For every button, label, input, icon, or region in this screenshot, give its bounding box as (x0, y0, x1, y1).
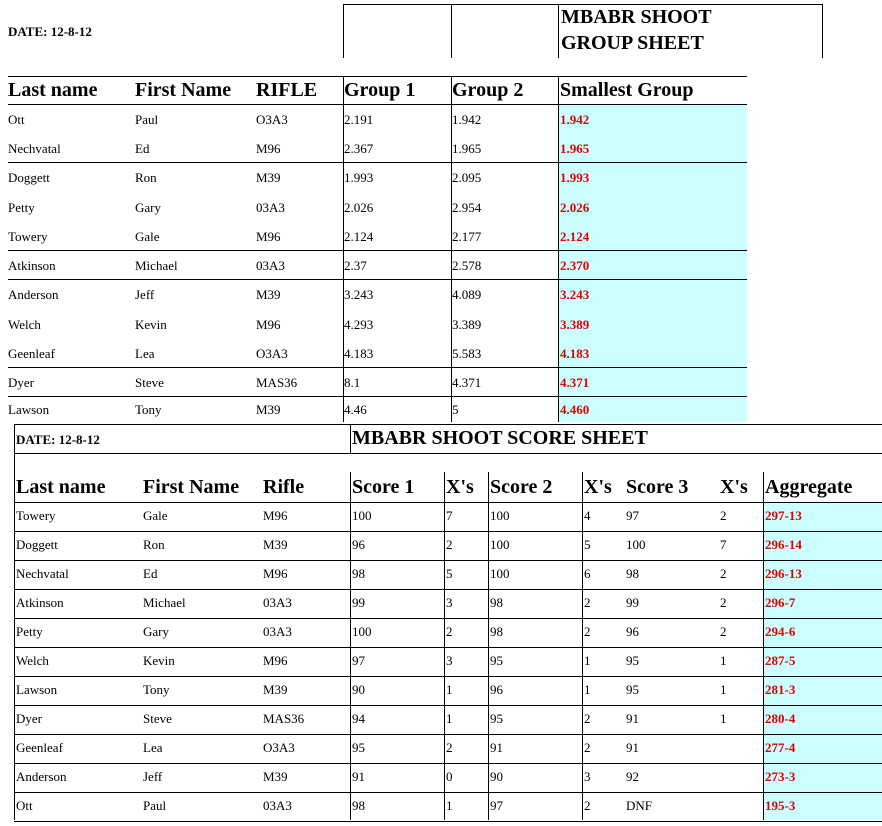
score-cell-xs-3: 2 (720, 624, 727, 639)
score-cell-xs-2: 4 (584, 508, 591, 523)
score-cell-xs-1: 1 (446, 798, 453, 813)
score-cell-score-1: 98 (352, 798, 365, 813)
score-cell-score-3: 91 (626, 740, 639, 755)
score-cell-score-2: 91 (490, 740, 503, 755)
score-cell-rifle: MAS36 (263, 711, 305, 726)
group-cell-rifle: O3A3 (256, 112, 288, 127)
score-cell-last-name: Dyer (16, 711, 42, 726)
score-cell-rifle: M39 (263, 682, 288, 697)
score-header-score-2: Score 2 (490, 476, 553, 498)
group-cell-first-name: Michael (135, 258, 178, 273)
group-cell-group-2: 2.578 (452, 258, 482, 273)
score-cell-score-3: 97 (626, 508, 639, 523)
score-cell-first-name: Ed (143, 566, 158, 581)
score-cell-aggregate: 195-3 (765, 798, 796, 813)
score-cell-score-2: 95 (490, 653, 503, 668)
group-cell-first-name: Steve (135, 375, 164, 390)
score-cell-score-1: 94 (352, 711, 365, 726)
group-cell-group-2: 2.954 (452, 200, 482, 215)
group-cell-group-1: 2.026 (344, 200, 374, 215)
score-cell-last-name: Doggett (16, 537, 58, 552)
group-cell-first-name: Lea (135, 346, 155, 361)
score-cell-xs-1: 5 (446, 566, 453, 581)
score-cell-rifle: M96 (263, 508, 288, 523)
score-cell-last-name: Geenleaf (16, 740, 63, 755)
score-cell-last-name: Lawson (16, 682, 58, 697)
score-cell-xs-1: 1 (446, 682, 453, 697)
group-cell-group-2: 2.095 (452, 170, 482, 185)
group-cell-smallest-group: 2.026 (560, 200, 590, 215)
score-cell-score-3: 98 (626, 566, 639, 581)
score-header-rifle: Rifle (263, 476, 305, 498)
group-cell-smallest-group: 3.243 (560, 287, 590, 302)
group-cell-smallest-group: 3.389 (560, 317, 590, 332)
score-cell-xs-2: 2 (584, 624, 591, 639)
score-cell-aggregate: 280-4 (765, 711, 796, 726)
score-cell-last-name: Anderson (16, 769, 67, 784)
score-cell-last-name: Atkinson (16, 595, 64, 610)
score-cell-xs-3: 7 (720, 537, 727, 552)
score-header-score-3: Score 3 (626, 476, 689, 498)
group-cell-first-name: Ed (135, 141, 150, 156)
group-cell-last-name: Petty (8, 200, 35, 215)
score-sheet-date: DATE: 12-8-12 (16, 432, 100, 447)
group-cell-group-1: 8.1 (344, 375, 361, 390)
group-cell-rifle: M39 (256, 402, 281, 417)
score-cell-aggregate: 294-6 (765, 624, 796, 639)
group-cell-group-2: 4.089 (452, 287, 482, 302)
group-cell-smallest-group: 4.371 (560, 375, 590, 390)
score-cell-aggregate: 287-5 (765, 653, 796, 668)
group-cell-rifle: MAS36 (256, 375, 298, 390)
group-cell-first-name: Gary (135, 200, 161, 215)
score-cell-xs-2: 2 (584, 711, 591, 726)
score-cell-score-1: 95 (352, 740, 365, 755)
score-cell-first-name: Gary (143, 624, 169, 639)
score-cell-xs-2: 1 (584, 682, 591, 697)
group-cell-group-1: 2.191 (344, 112, 374, 127)
score-cell-aggregate: 281-3 (765, 682, 796, 697)
group-cell-last-name: Ott (8, 112, 25, 127)
score-cell-rifle: 03A3 (263, 595, 292, 610)
score-cell-score-1: 100 (352, 624, 372, 639)
score-cell-rifle: M39 (263, 769, 288, 784)
group-cell-rifle: M96 (256, 317, 281, 332)
score-cell-score-1: 99 (352, 595, 365, 610)
score-cell-xs-1: 3 (446, 595, 453, 610)
score-cell-xs-1: 7 (446, 508, 453, 523)
group-cell-rifle: 03A3 (256, 258, 285, 273)
group-header-last-name: Last name (8, 79, 98, 101)
score-cell-last-name: Welch (16, 653, 49, 668)
score-cell-first-name: Steve (143, 711, 172, 726)
group-cell-smallest-group: 1.993 (560, 170, 590, 185)
group-cell-smallest-group: 1.942 (560, 112, 590, 127)
score-cell-xs-3: 2 (720, 566, 727, 581)
group-cell-smallest-group: 2.124 (560, 229, 590, 244)
score-cell-xs-3: 2 (720, 508, 727, 523)
group-cell-group-1: 3.243 (344, 287, 374, 302)
score-cell-xs-1: 1 (446, 711, 453, 726)
score-cell-score-3: 95 (626, 653, 639, 668)
group-cell-rifle: M39 (256, 287, 281, 302)
group-cell-rifle: O3A3 (256, 346, 288, 361)
score-cell-xs-2: 6 (584, 566, 591, 581)
score-cell-xs-3: 1 (720, 682, 727, 697)
score-cell-score-3: 96 (626, 624, 639, 639)
group-cell-smallest-group: 1.965 (560, 141, 590, 156)
score-cell-xs-2: 5 (584, 537, 591, 552)
score-cell-score-2: 98 (490, 595, 503, 610)
score-cell-score-2: 100 (490, 566, 510, 581)
group-cell-last-name: Welch (8, 317, 41, 332)
group-cell-rifle: M96 (256, 141, 281, 156)
score-cell-score-1: 90 (352, 682, 365, 697)
score-cell-first-name: Jeff (143, 769, 163, 784)
score-cell-score-1: 97 (352, 653, 365, 668)
score-cell-first-name: Gale (143, 508, 168, 523)
group-header-smallest-group: Smallest Group (560, 79, 694, 101)
score-cell-aggregate: 277-4 (765, 740, 796, 755)
group-cell-rifle: M39 (256, 170, 281, 185)
score-cell-xs-2: 2 (584, 740, 591, 755)
score-cell-xs-3: 1 (720, 711, 727, 726)
group-cell-first-name: Paul (135, 112, 159, 127)
group-header-group-1: Group 1 (344, 79, 416, 101)
group-cell-smallest-group: 4.460 (560, 402, 590, 417)
score-cell-first-name: Tony (143, 682, 170, 697)
group-sheet-title-line2: GROUP SHEET (561, 32, 704, 54)
score-cell-score-2: 90 (490, 769, 503, 784)
group-cell-rifle: 03A3 (256, 200, 285, 215)
group-cell-group-2: 1.965 (452, 141, 482, 156)
score-header-aggregate: Aggregate (765, 476, 853, 498)
group-cell-group-2: 5.583 (452, 346, 482, 361)
score-cell-rifle: 03A3 (263, 798, 292, 813)
score-sheet-title: MBABR SHOOT SCORE SHEET (352, 427, 648, 449)
score-header-xs-1: X's (446, 476, 474, 498)
score-header-first-name: First Name (143, 476, 240, 498)
score-cell-score-2: 98 (490, 624, 503, 639)
score-cell-score-2: 100 (490, 537, 510, 552)
score-cell-score-3: 100 (626, 537, 646, 552)
score-header-score-1: Score 1 (352, 476, 415, 498)
score-cell-score-3: 95 (626, 682, 639, 697)
group-sheet-title-line1: MBABR SHOOT (561, 6, 712, 28)
score-cell-score-2: 97 (490, 798, 503, 813)
score-cell-xs-3: 2 (720, 595, 727, 610)
group-cell-first-name: Gale (135, 229, 160, 244)
group-cell-group-1: 2.124 (344, 229, 374, 244)
group-cell-group-2: 2.177 (452, 229, 482, 244)
score-cell-score-3: 92 (626, 769, 639, 784)
group-cell-group-1: 4.293 (344, 317, 374, 332)
score-cell-rifle: M96 (263, 566, 288, 581)
score-cell-xs-1: 2 (446, 624, 453, 639)
score-cell-score-3: 91 (626, 711, 639, 726)
group-cell-first-name: Jeff (135, 287, 155, 302)
score-cell-first-name: Lea (143, 740, 163, 755)
group-cell-group-1: 4.46 (344, 402, 367, 417)
score-cell-last-name: Ott (16, 798, 33, 813)
score-sheet (0, 422, 882, 826)
score-cell-score-1: 100 (352, 508, 372, 523)
score-cell-rifle: O3A3 (263, 740, 295, 755)
group-cell-last-name: Lawson (8, 402, 50, 417)
score-cell-xs-1: 2 (446, 537, 453, 552)
group-cell-group-2: 1.942 (452, 112, 482, 127)
group-cell-group-1: 2.37 (344, 258, 367, 273)
score-header-xs-2: X's (584, 476, 612, 498)
group-sheet-date: DATE: 12-8-12 (8, 24, 92, 39)
score-cell-xs-1: 0 (446, 769, 453, 784)
score-cell-last-name: Towery (16, 508, 56, 523)
score-cell-rifle: 03A3 (263, 624, 292, 639)
score-cell-first-name: Michael (143, 595, 186, 610)
group-header-first-name: First Name (135, 79, 232, 101)
score-cell-score-2: 96 (490, 682, 503, 697)
score-cell-xs-2: 1 (584, 653, 591, 668)
group-cell-smallest-group: 4.183 (560, 346, 590, 361)
score-cell-xs-1: 3 (446, 653, 453, 668)
score-cell-xs-2: 3 (584, 769, 591, 784)
group-cell-first-name: Ron (135, 170, 157, 185)
score-cell-xs-2: 2 (584, 595, 591, 610)
score-cell-last-name: Nechvatal (16, 566, 69, 581)
score-cell-score-1: 96 (352, 537, 365, 552)
score-cell-aggregate: 273-3 (765, 769, 796, 784)
group-cell-rifle: M96 (256, 229, 281, 244)
group-cell-last-name: Atkinson (8, 258, 56, 273)
score-cell-score-2: 95 (490, 711, 503, 726)
group-cell-group-1: 4.183 (344, 346, 374, 361)
group-cell-first-name: Kevin (135, 317, 167, 332)
group-cell-first-name: Tony (135, 402, 162, 417)
score-cell-aggregate: 296-13 (765, 566, 802, 581)
score-cell-score-1: 91 (352, 769, 365, 784)
score-cell-xs-1: 2 (446, 740, 453, 755)
score-cell-aggregate: 296-14 (765, 537, 802, 552)
group-header-group-2: Group 2 (452, 79, 524, 101)
score-cell-first-name: Kevin (143, 653, 175, 668)
group-cell-last-name: Doggett (8, 170, 50, 185)
group-cell-group-2: 3.389 (452, 317, 482, 332)
score-cell-score-1: 98 (352, 566, 365, 581)
score-header-xs-3: X's (720, 476, 748, 498)
score-cell-rifle: M96 (263, 653, 288, 668)
score-header-last-name: Last name (16, 476, 106, 498)
score-cell-aggregate: 297-13 (765, 508, 802, 523)
group-cell-last-name: Dyer (8, 375, 34, 390)
group-cell-last-name: Nechvatal (8, 141, 61, 156)
score-cell-score-3: 99 (626, 595, 639, 610)
score-cell-rifle: M39 (263, 537, 288, 552)
group-cell-last-name: Towery (8, 229, 48, 244)
group-cell-group-1: 2.367 (344, 141, 374, 156)
score-cell-first-name: Ron (143, 537, 165, 552)
group-cell-group-2: 4.371 (452, 375, 482, 390)
score-cell-xs-3: 1 (720, 653, 727, 668)
score-cell-aggregate: 296-7 (765, 595, 796, 610)
group-cell-group-1: 1.993 (344, 170, 374, 185)
group-cell-smallest-group: 2.370 (560, 258, 590, 273)
score-cell-first-name: Paul (143, 798, 167, 813)
score-cell-score-2: 100 (490, 508, 510, 523)
score-cell-score-3: DNF (626, 798, 653, 813)
score-cell-xs-2: 2 (584, 798, 591, 813)
score-cell-last-name: Petty (16, 624, 43, 639)
group-cell-group-2: 5 (452, 402, 459, 417)
group-cell-last-name: Anderson (8, 287, 59, 302)
group-cell-last-name: Geenleaf (8, 346, 55, 361)
group-header-rifle: RIFLE (256, 79, 318, 101)
